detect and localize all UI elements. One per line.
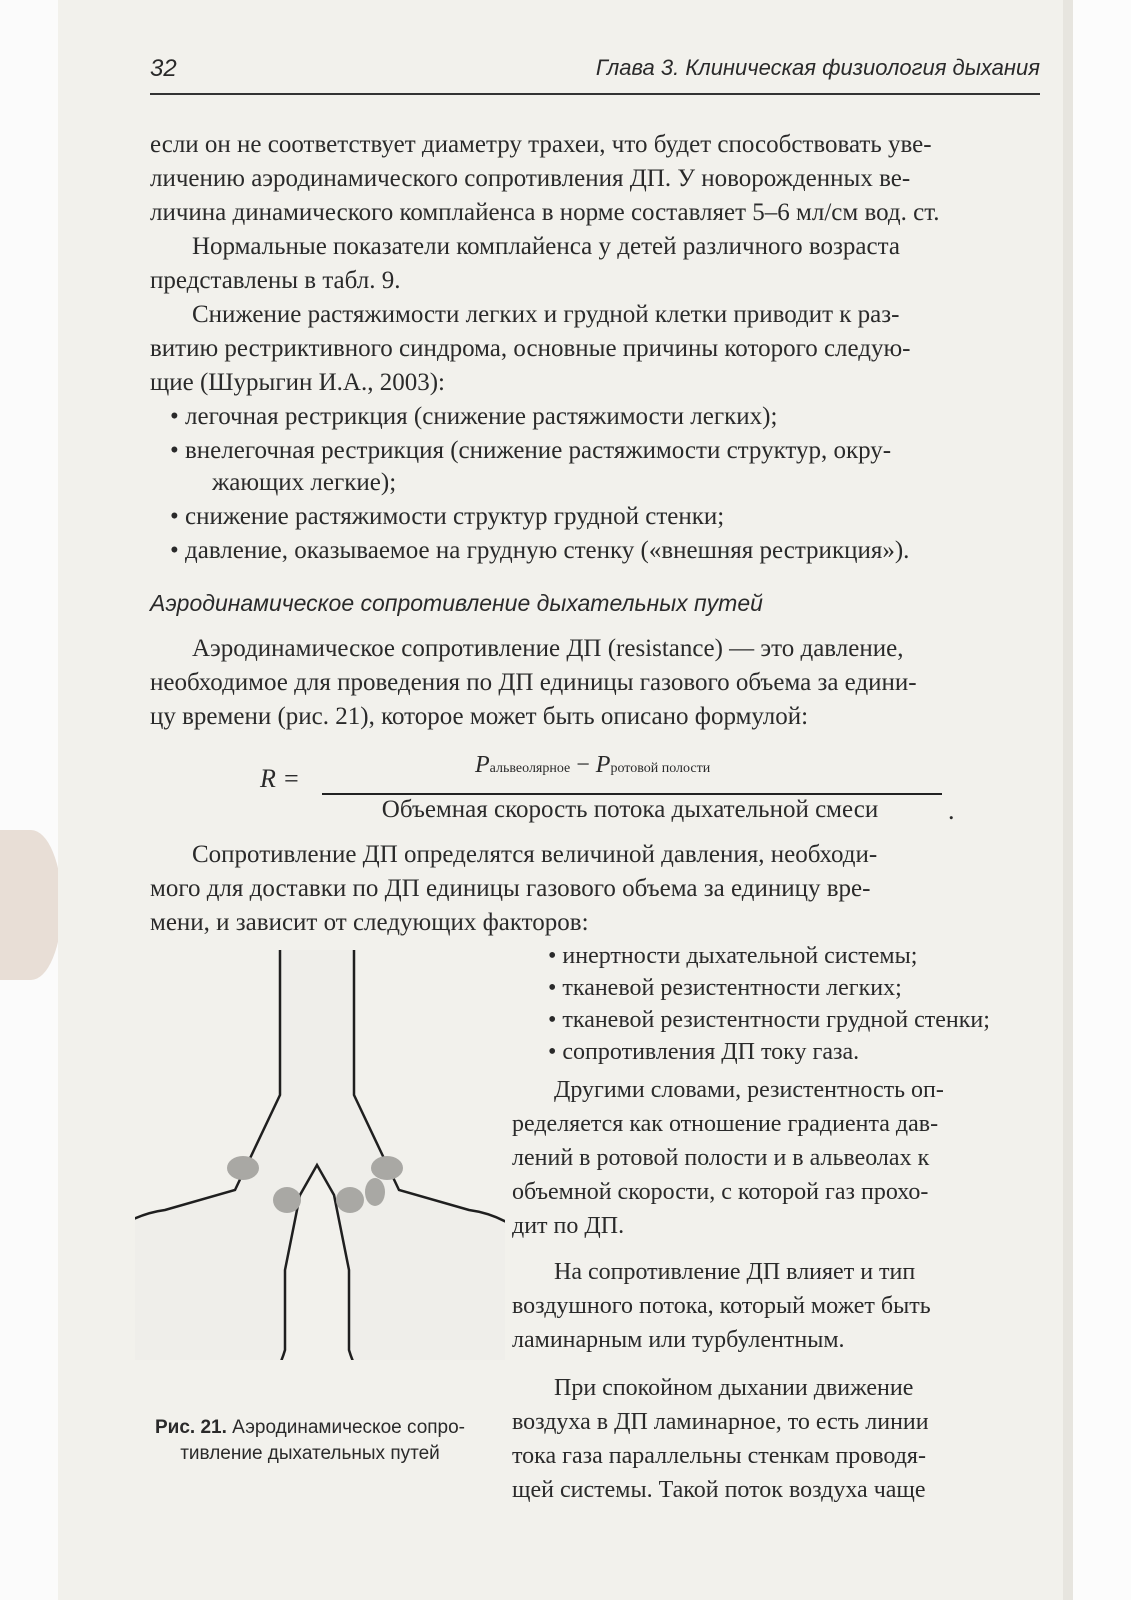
text-line: ламинарным или турбулентным.	[512, 1327, 845, 1353]
formula-p2: P	[595, 752, 611, 778]
text-line: витию рестриктивного синдрома, основные причины которого следую-	[150, 335, 911, 362]
list-item: • тканевой резистентности грудной стенки;	[548, 1007, 990, 1033]
secretion-shading	[365, 1178, 385, 1206]
formula-numerator	[475, 752, 710, 779]
text-line: ределяется как отношение градиента дав-	[512, 1111, 939, 1137]
formula-minus: −	[576, 752, 590, 778]
text-line: если он не соответствует диаметру трахеи, что будет способствовать уве-	[150, 131, 932, 158]
text-line: На сопротивление ДП влияет и тип	[554, 1259, 916, 1285]
text-line: необходимое для проведения по ДП единицы газового объема за едини-	[150, 669, 917, 696]
list-item-continuation: жающих легкие);	[212, 469, 397, 496]
section-heading: Аэродинамическое сопротивление дыхательных путей	[150, 590, 763, 616]
list-item: • тканевой резистентности легких;	[548, 975, 902, 1001]
formula-p1: P	[475, 752, 490, 778]
formula-p2-sub: ротовой полости	[610, 761, 711, 776]
left-background	[0, 0, 58, 1600]
formula-p1-sub: альвеолярное	[489, 761, 571, 776]
text-line: щей системы. Такой поток воздуха чаще	[512, 1477, 926, 1503]
formula-lhs: R =	[260, 764, 300, 793]
text-line: представлены в табл. 9.	[150, 267, 401, 294]
text-line: Аэродинамическое сопротивление ДП (resistance) — это давление,	[192, 635, 904, 662]
text-line: воздушного потока, который может быть	[512, 1293, 931, 1319]
figure-caption	[130, 1415, 490, 1467]
text-line: цу времени (рис. 21), которое может быть описано формулой:	[150, 703, 809, 730]
text-line: Другими словами, резистентность оп-	[554, 1077, 944, 1103]
list-item: • сопротивления ДП току газа.	[548, 1039, 860, 1065]
text-line: тока газа параллельны стенкам проводя-	[512, 1443, 926, 1469]
list-item: • давление, оказываемое на грудную стенку («внешняя рестрикция»).	[170, 537, 910, 564]
formula-denominator: Объемная скорость потока дыхательной смеси	[381, 796, 879, 823]
fraction-bar	[322, 793, 942, 795]
chapter-title: Глава 3. Клиническая физиология дыхания	[595, 55, 1040, 80]
text-line: объемной скорости, с которой газ прохо-	[512, 1179, 929, 1205]
header-rule	[150, 93, 1040, 95]
list-item: • внелегочная рестрикция (снижение растяжимости структур, окру-	[170, 437, 892, 464]
text-line: щие (Шурыгин И.А., 2003):	[150, 369, 445, 396]
list-item: • легочная рестрикция (снижение растяжимости легких);	[170, 403, 778, 430]
trachea-outline	[135, 950, 505, 1360]
airway-resistance-figure	[135, 950, 505, 1360]
right-background	[1073, 0, 1131, 1600]
text-line: мени, и зависит от следующих факторов:	[150, 909, 589, 936]
text-line: Сопротивление ДП определятся величиной давления, необходи-	[192, 841, 878, 868]
caption-label: Рис. 21.	[154, 1417, 227, 1438]
list-item: • инертности дыхательной системы;	[548, 943, 918, 969]
running-head	[150, 55, 1040, 85]
formula-end: .	[948, 796, 955, 825]
resistance-formula	[260, 752, 960, 832]
text-line: Нормальные показатели комплайенса у детей различного возраста	[192, 233, 900, 260]
text-line: При спокойном дыхании движение	[554, 1375, 914, 1401]
text-line: личина динамического комплайенса в норме составляет 5–6 мл/см вод. ст.	[150, 199, 940, 226]
text-line: личению аэродинамического сопротивления ДП. У новорожденных ве-	[150, 165, 911, 192]
text-line: дит по ДП.	[512, 1213, 625, 1239]
secretion-shading	[336, 1187, 364, 1213]
text-line: мого для доставки по ДП единицы газового объема за единицу вре-	[150, 875, 871, 902]
secretion-shading	[227, 1156, 259, 1180]
text-line: воздуха в ДП ламинарное, то есть линии	[512, 1409, 929, 1435]
caption-text-1: Аэродинамическое сопро-	[226, 1417, 466, 1438]
text-line: лений в ротовой полости и в альвеолах к	[512, 1145, 930, 1171]
page-edge	[1063, 0, 1073, 1600]
caption-text-2: тивление дыхательных путей	[180, 1443, 440, 1464]
secretion-shading	[273, 1187, 301, 1213]
finger-shadow	[0, 830, 62, 980]
text-line: Снижение растяжимости легких и грудной клетки приводит к раз-	[192, 301, 900, 328]
list-item: • снижение растяжимости структур грудной стенки;	[170, 503, 725, 530]
page-number: 32	[150, 55, 177, 82]
secretion-shading	[371, 1156, 403, 1180]
